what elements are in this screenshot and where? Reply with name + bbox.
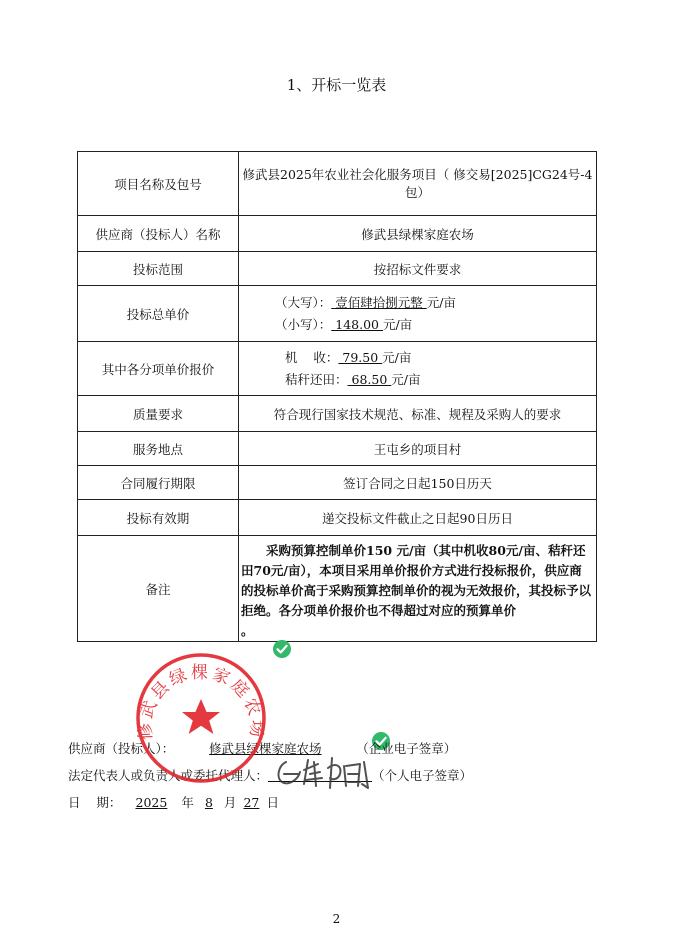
check-circle-icon bbox=[273, 640, 291, 658]
date-line bbox=[68, 793, 279, 811]
table-row bbox=[78, 286, 597, 342]
validity-value: 递交投标文件截止之日起90日历日 bbox=[239, 500, 597, 536]
bid-overview-table bbox=[77, 151, 597, 642]
table-row bbox=[78, 216, 597, 252]
official-seal-icon bbox=[134, 651, 268, 785]
supplier-label: 供应商（投标人）名称 bbox=[78, 216, 239, 252]
supplier-sign-label: 供应商（投标人）： bbox=[68, 741, 175, 756]
item2-line bbox=[285, 369, 596, 391]
item2-name: 秸秆还田： bbox=[285, 371, 348, 387]
project-label: 项目名称及包号 bbox=[78, 152, 239, 216]
scope-label: 投标范围 bbox=[78, 252, 239, 286]
supplier-sign-value: 修武县绿棵家庭农场 bbox=[209, 741, 322, 756]
total-price-value bbox=[239, 286, 597, 342]
item2-unit: 元/亩 bbox=[391, 371, 421, 387]
seal-text: 修武县绿棵家庭农场 bbox=[135, 662, 267, 741]
rep-sign-note: （个人电子签章） bbox=[372, 768, 473, 783]
location-value: 王屯乡的项目村 bbox=[239, 432, 597, 466]
total-upper-line bbox=[275, 292, 596, 314]
remark-text: 采购预算控制单价150 元/亩（其中机收80元/亩、秸秆还田70元/亩），本项目采用单价报价方式进行投标报价，供应商的投标单价高于采购预算控制单价的视为无效报价，其投标予以拒绝。各分项单价报价也不得超过对应的预算单价 bbox=[241, 542, 592, 618]
table-row bbox=[78, 342, 597, 396]
total-lower-value: 148.00 bbox=[331, 316, 383, 332]
date-month: 8 bbox=[204, 795, 213, 810]
total-upper-prefix: （大写）： bbox=[275, 294, 332, 310]
remark-end: 。 bbox=[241, 622, 254, 638]
location-label: 服务地点 bbox=[78, 432, 239, 466]
table-row bbox=[78, 432, 597, 466]
period-label: 合同履行期限 bbox=[78, 466, 239, 500]
scope-value: 按招标文件要求 bbox=[239, 252, 597, 286]
item1-unit: 元/亩 bbox=[382, 349, 412, 365]
date-label: 日 期： bbox=[68, 795, 122, 810]
table-row bbox=[78, 500, 597, 536]
date-month-unit: 月 bbox=[223, 795, 237, 810]
project-value: 修武县2025年农业社会化服务项目（ 修交易[2025]CG24号-4包） bbox=[239, 152, 597, 216]
quality-label: 质量要求 bbox=[78, 396, 239, 432]
total-lower-unit: 元/亩 bbox=[382, 316, 413, 332]
date-day: 27 bbox=[243, 795, 260, 810]
table-row bbox=[78, 466, 597, 500]
total-upper-unit: 元/亩 bbox=[426, 294, 456, 310]
total-price-label: 投标总单价 bbox=[78, 286, 239, 342]
handwritten-signature-icon bbox=[270, 752, 380, 794]
item-price-label: 其中各分项单价报价 bbox=[78, 342, 239, 396]
quality-value: 符合现行国家技术规范、标准、规程及采购人的要求 bbox=[239, 396, 597, 432]
supplier-value: 修武县绿棵家庭农场 bbox=[239, 216, 597, 252]
item1-name: 机 收： bbox=[285, 349, 339, 365]
date-year: 2025 bbox=[135, 795, 168, 810]
page-title: 1、开标一览表 bbox=[286, 76, 387, 94]
remark-label: 备注 bbox=[78, 536, 239, 642]
item-price-value bbox=[239, 342, 597, 396]
table-row bbox=[78, 396, 597, 432]
table-row bbox=[78, 536, 597, 642]
remark-value bbox=[239, 536, 597, 642]
period-value: 签订合同之日起150日历天 bbox=[239, 466, 597, 500]
item1-line bbox=[285, 347, 596, 369]
validity-label: 投标有效期 bbox=[78, 500, 239, 536]
total-lower-line bbox=[275, 314, 596, 336]
rep-sign-label: 法定代表人或负责人或委托代理人： bbox=[68, 768, 269, 783]
item2-value: 68.50 bbox=[347, 371, 392, 387]
total-lower-prefix: （小写）： bbox=[275, 316, 332, 332]
supplier-sign-note: （企业电子签章） bbox=[356, 741, 457, 756]
table-row bbox=[78, 252, 597, 286]
page-number: 2 bbox=[332, 912, 341, 926]
total-upper-value: 壹佰肆拾捌元整 bbox=[331, 294, 427, 310]
date-year-unit: 年 bbox=[181, 795, 194, 810]
table-row bbox=[78, 152, 597, 216]
date-day-unit: 日 bbox=[266, 795, 279, 810]
item1-value: 79.50 bbox=[338, 349, 383, 365]
